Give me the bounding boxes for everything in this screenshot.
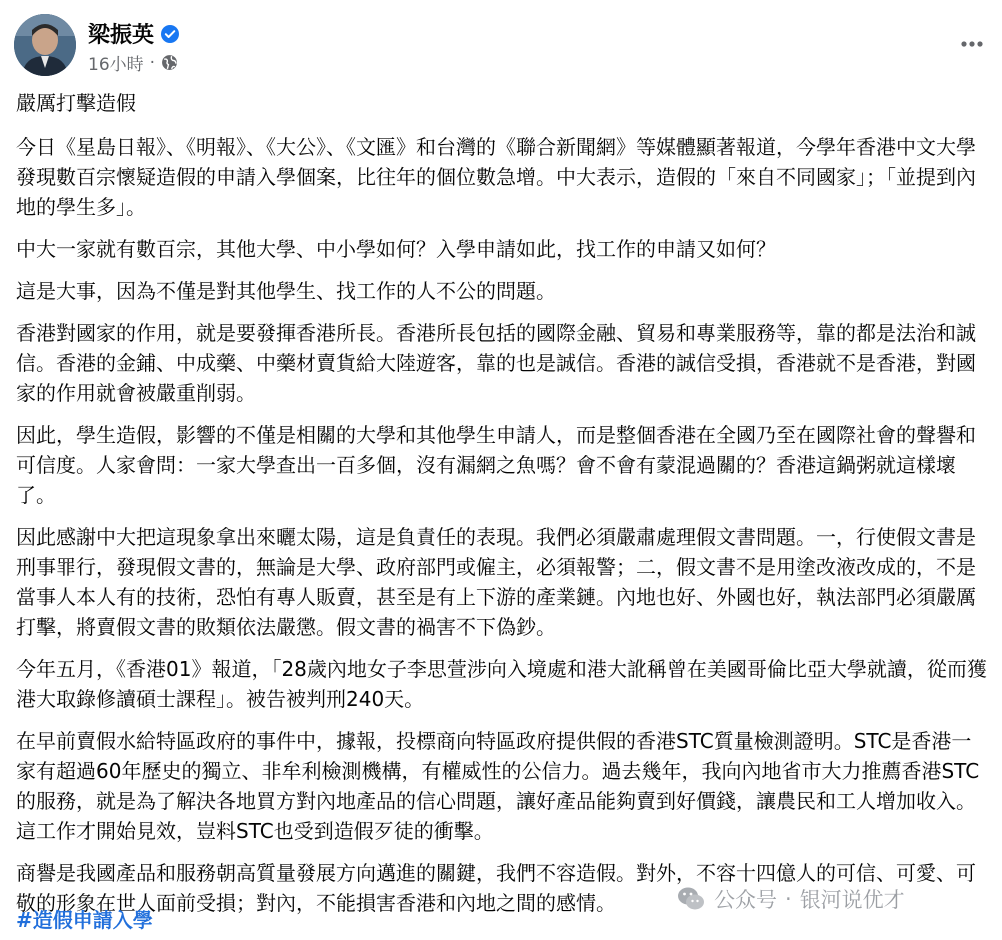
post-paragraph: 這是大事，因為不僅是對其他學生、找工作的人不公的問題。 <box>16 279 556 303</box>
post-paragraph: 今年五月，《香港01》報道，「28歲內地女子李思萱涉向入境處和港大訛稱曾在美國哥倫比亞大學就讀，從而獲港大取錄修讀碩士課程」。被告被判刑240天。 <box>16 657 987 711</box>
author-name[interactable]: 梁振英 <box>88 23 155 48</box>
wechat-icon <box>676 884 706 914</box>
post-header <box>14 14 988 78</box>
post-paragraph: 在早前賣假水給特區政府的事件中，據報，投標商向特區政府提供假的香港STC質量檢測證明。STC是香港一家有超過60年歷史的獨立、非牟利檢測機構，有權威性的公信力。過去幾年，我向內地省市大力推薦香港STC的服務，就是為了解決各地買方對內地產品的信心問題，讓好產品能夠賣到好價錢，讓農民和工人增加收入。這工作才開始見效，豈料STC也受到造假歹徒的衝擊。 <box>16 729 980 843</box>
watermark-name: 银河说优才 <box>799 888 905 912</box>
post-title: 嚴厲打擊造假 <box>16 91 136 115</box>
more-options-button[interactable] <box>956 28 988 60</box>
author-avatar[interactable] <box>14 14 76 76</box>
post-timestamp[interactable]: 16小時 <box>88 55 144 75</box>
meta-separator: · <box>149 52 156 73</box>
hashtag-link[interactable]: #造假申請入學 <box>16 908 153 932</box>
post-paragraph: 商譽是我國產品和服務朝高質量發展方向邁進的關鍵，我們不容造假。對外，不容十四億人的可信、可愛、可敬的形象在世人面前受損；對內，不能損害香港和內地之間的感情。 <box>16 861 976 915</box>
post-meta <box>88 50 178 75</box>
globe-icon[interactable] <box>161 54 178 71</box>
post-body <box>16 88 988 930</box>
verified-badge-icon <box>160 24 180 44</box>
post-paragraph: 因此，學生造假，影響的不僅是相關的大學和其他學生申請人，而是整個香港在全國乃至在國際社會的聲譽和可信度。人家會問：一家大學查出一百多個，沒有漏網之魚嗎？會不會有蒙混過關的？香港這鍋粥就這樣壞了。 <box>16 423 976 507</box>
post-paragraph: 香港對國家的作用，就是要發揮香港所長。香港所長包括的國際金融、貿易和專業服務等，靠的都是法治和誠信。香港的金鋪、中成藥、中藥材賣貨給大陸遊客，靠的也是誠信。香港的誠信受損，香港就不是香港，對國家的作用就會被嚴重削弱。 <box>16 321 976 405</box>
watermark-label: 公众号 <box>714 888 777 912</box>
watermark <box>676 884 905 914</box>
post-paragraph: 中大一家就有數百宗，其他大學、中小學如何？入學申請如此，找工作的申請又如何？ <box>16 237 776 261</box>
post-paragraph: 今日《星島日報》、《明報》、《大公》、《文匯》和台灣的《聯合新聞網》等媒體顯著報道，今學年香港中文大學發現數百宗懷疑造假的申請入學個案，比往年的個位數急增。中大表示，造假的「來自不同國家」；「並提到內地的學生多」。 <box>16 135 976 219</box>
more-horizontal-icon <box>960 40 984 48</box>
author-row <box>88 18 180 49</box>
post-paragraph: 因此感謝中大把這現象拿出來曬太陽，這是負責任的表現。我們必須嚴肅處理假文書問題。一，行使假文書是刑事罪行，發現假文書的，無論是大學、政府部門或僱主，必須報警；二，假文書不是用塗改液改成的，不是當事人本人有的技術，恐怕有專人販賣，甚至是有上下游的產業鏈。內地也好、外國也好，執法部門必須嚴厲打擊，將賣假文書的敗類依法嚴懲。假文書的禍害不下偽鈔。 <box>16 525 976 639</box>
watermark-separator: · <box>785 887 792 911</box>
